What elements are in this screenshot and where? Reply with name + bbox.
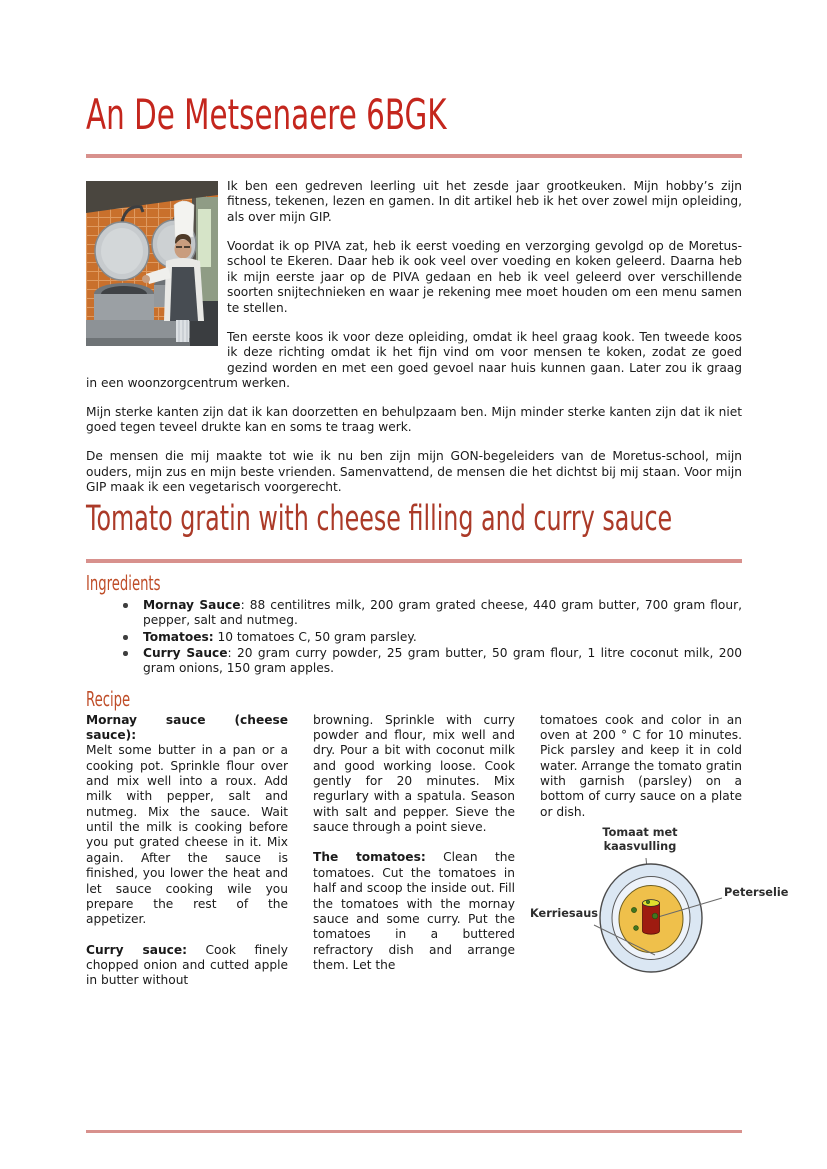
ingredient-item bbox=[86, 630, 742, 645]
chef-kitchen-illustration bbox=[86, 181, 218, 346]
intro-paragraph: De mensen die mij maakte tot wie ik nu ben zijn mijn GON-begeleiders van de Moretus-school, mijn ouders, mijn zus en mijn beste vrienden. Samenvattend, de mensen die het dichtst bij mij staan. Voor mijn GIP maak ik een vegetarisch voorgerecht. bbox=[86, 449, 742, 495]
intro-paragraph: Mijn sterke kanten zijn dat ik kan doorzetten en behulpzaam ben. Mijn minder sterke kanten zijn dat ik niet goed tegen teveel drukte kan en soms te traag werk. bbox=[86, 404, 742, 435]
page-content bbox=[86, 90, 789, 989]
ingredient-name: Curry Sauce bbox=[143, 645, 228, 660]
page-title: An De Metsenaere 6BGK bbox=[86, 90, 447, 139]
plating-diagram bbox=[518, 826, 789, 981]
ingredient-detail: : 20 gram curry powder, 25 gram butter, 50 gram flour, 1 litre coconut milk, 200 gram onions, 150 gram apples. bbox=[143, 645, 743, 676]
recipe-paragraph: The tomatoes: Clean the tomatoes. Cut the tomatoes in half and scoop the inside out. Fill the tomatoes with the mornay sauce and some curry. Put the tomatoes in a buttered refractory dish and arrange them. Let the bbox=[313, 850, 516, 972]
cheese-filling bbox=[643, 900, 660, 907]
label-parsley: Peterselie bbox=[724, 886, 789, 900]
title-divider bbox=[86, 154, 742, 158]
section-divider bbox=[86, 559, 742, 563]
recipe-paragraph: browning. Sprinkle with curry powder and flour, mix well and dry. Pour a bit with coconut milk and good working loose. Cook gently for 20 minutes. Mix regurlary with a spatula. Season with salt and pepper. Sieve the sauce through a point sieve. bbox=[313, 712, 515, 835]
recipe-title: Tomato gratin with cheese filling and curry sauce bbox=[86, 498, 673, 539]
recipe-paragraph: Curry sauce: Cook finely chopped onion and cutted apple in butter without bbox=[86, 942, 288, 988]
label-tomato-filling: Tomaat met kaasvulling bbox=[602, 826, 678, 853]
footer-divider bbox=[86, 1130, 742, 1133]
ingredients-heading: Ingredients bbox=[86, 570, 161, 595]
ingredient-item bbox=[86, 646, 742, 677]
kitchen-photo bbox=[86, 181, 218, 346]
intro-paragraph: Voordat ik op PIVA zat, heb ik eerst voeding en verzorging gevolgd op de Moretus-school te Ekeren. Daar heb ik ook veel over voeding en koken geleerd. Daarna heb ik mijn eerste jaar op de PIVA gedaan en heb ik veel geleerd over verschillende soorten snijtechnieken en waar je rekening mee moet houden om een menu samen te stellen. bbox=[227, 238, 742, 315]
recipe-column-1 bbox=[86, 713, 288, 989]
ingredient-name: Mornay Sauce bbox=[143, 597, 241, 612]
recipe-columns bbox=[86, 712, 789, 989]
stuffed-tomato bbox=[643, 903, 660, 934]
recipe-paragraph: tomatoes cook and color in an oven at 200 ° C for 10 minutes. Pick parsley and keep it in cold water. Arrange the tomato gratin with garnish (parsley) on a bottom of curry sauce on a plate or dish. bbox=[540, 712, 742, 819]
ingredient-detail: : 88 centilitres milk, 200 gram grated cheese, 440 gram butter, 700 gram flour, pepper, salt and nutmeg. bbox=[143, 597, 742, 628]
recipe-column-3 bbox=[530, 712, 789, 989]
recipe-heading: Recipe bbox=[86, 686, 131, 711]
recipe-paragraph: Melt some butter in a pan or a cooking pot. Sprinkle flour over and mix well into a roux. Add milk with pepper, salt and nutmeg. Mix the sauce. Wait until the milk is cooking before you put grated cheese in it. Mix again. After the sauce is finished, you lower the heat and let sauce cooking wile you prepare the rest of the appetizer. bbox=[86, 743, 288, 927]
label-curry-sauce: Kerriesaus bbox=[530, 907, 599, 921]
recipe-column-2 bbox=[313, 713, 515, 989]
ingredient-item bbox=[86, 598, 742, 629]
intro-paragraph: Ik ben een gedreven leerling uit het zesde jaar grootkeuken. Mijn hobby’s zijn fitness, tekenen, lezen en gamen. In dit artikel heb ik het over zowel mijn opleiding, als over mijn GIP. bbox=[227, 179, 742, 224]
intro-section bbox=[86, 179, 742, 496]
ingredients-list bbox=[86, 598, 742, 677]
ingredient-name: Tomatoes: bbox=[143, 629, 214, 644]
recipe-step-heading: Mornay sauce (cheese sauce): bbox=[86, 712, 288, 743]
intro-paragraph: Ten eerste koos ik voor deze opleiding, omdat ik heel graag kook. Ten tweede koos ik deze richting omdat ik het fijn vind om voor mensen te koken, zodat ze goed gezind worden en met een goed gevoel naar huis kunnen gaan. Later zou ik graag in een woonzorgcentrum werken. bbox=[86, 329, 742, 390]
ingredient-detail: 10 tomatoes C, 50 gram parsley. bbox=[213, 629, 417, 644]
